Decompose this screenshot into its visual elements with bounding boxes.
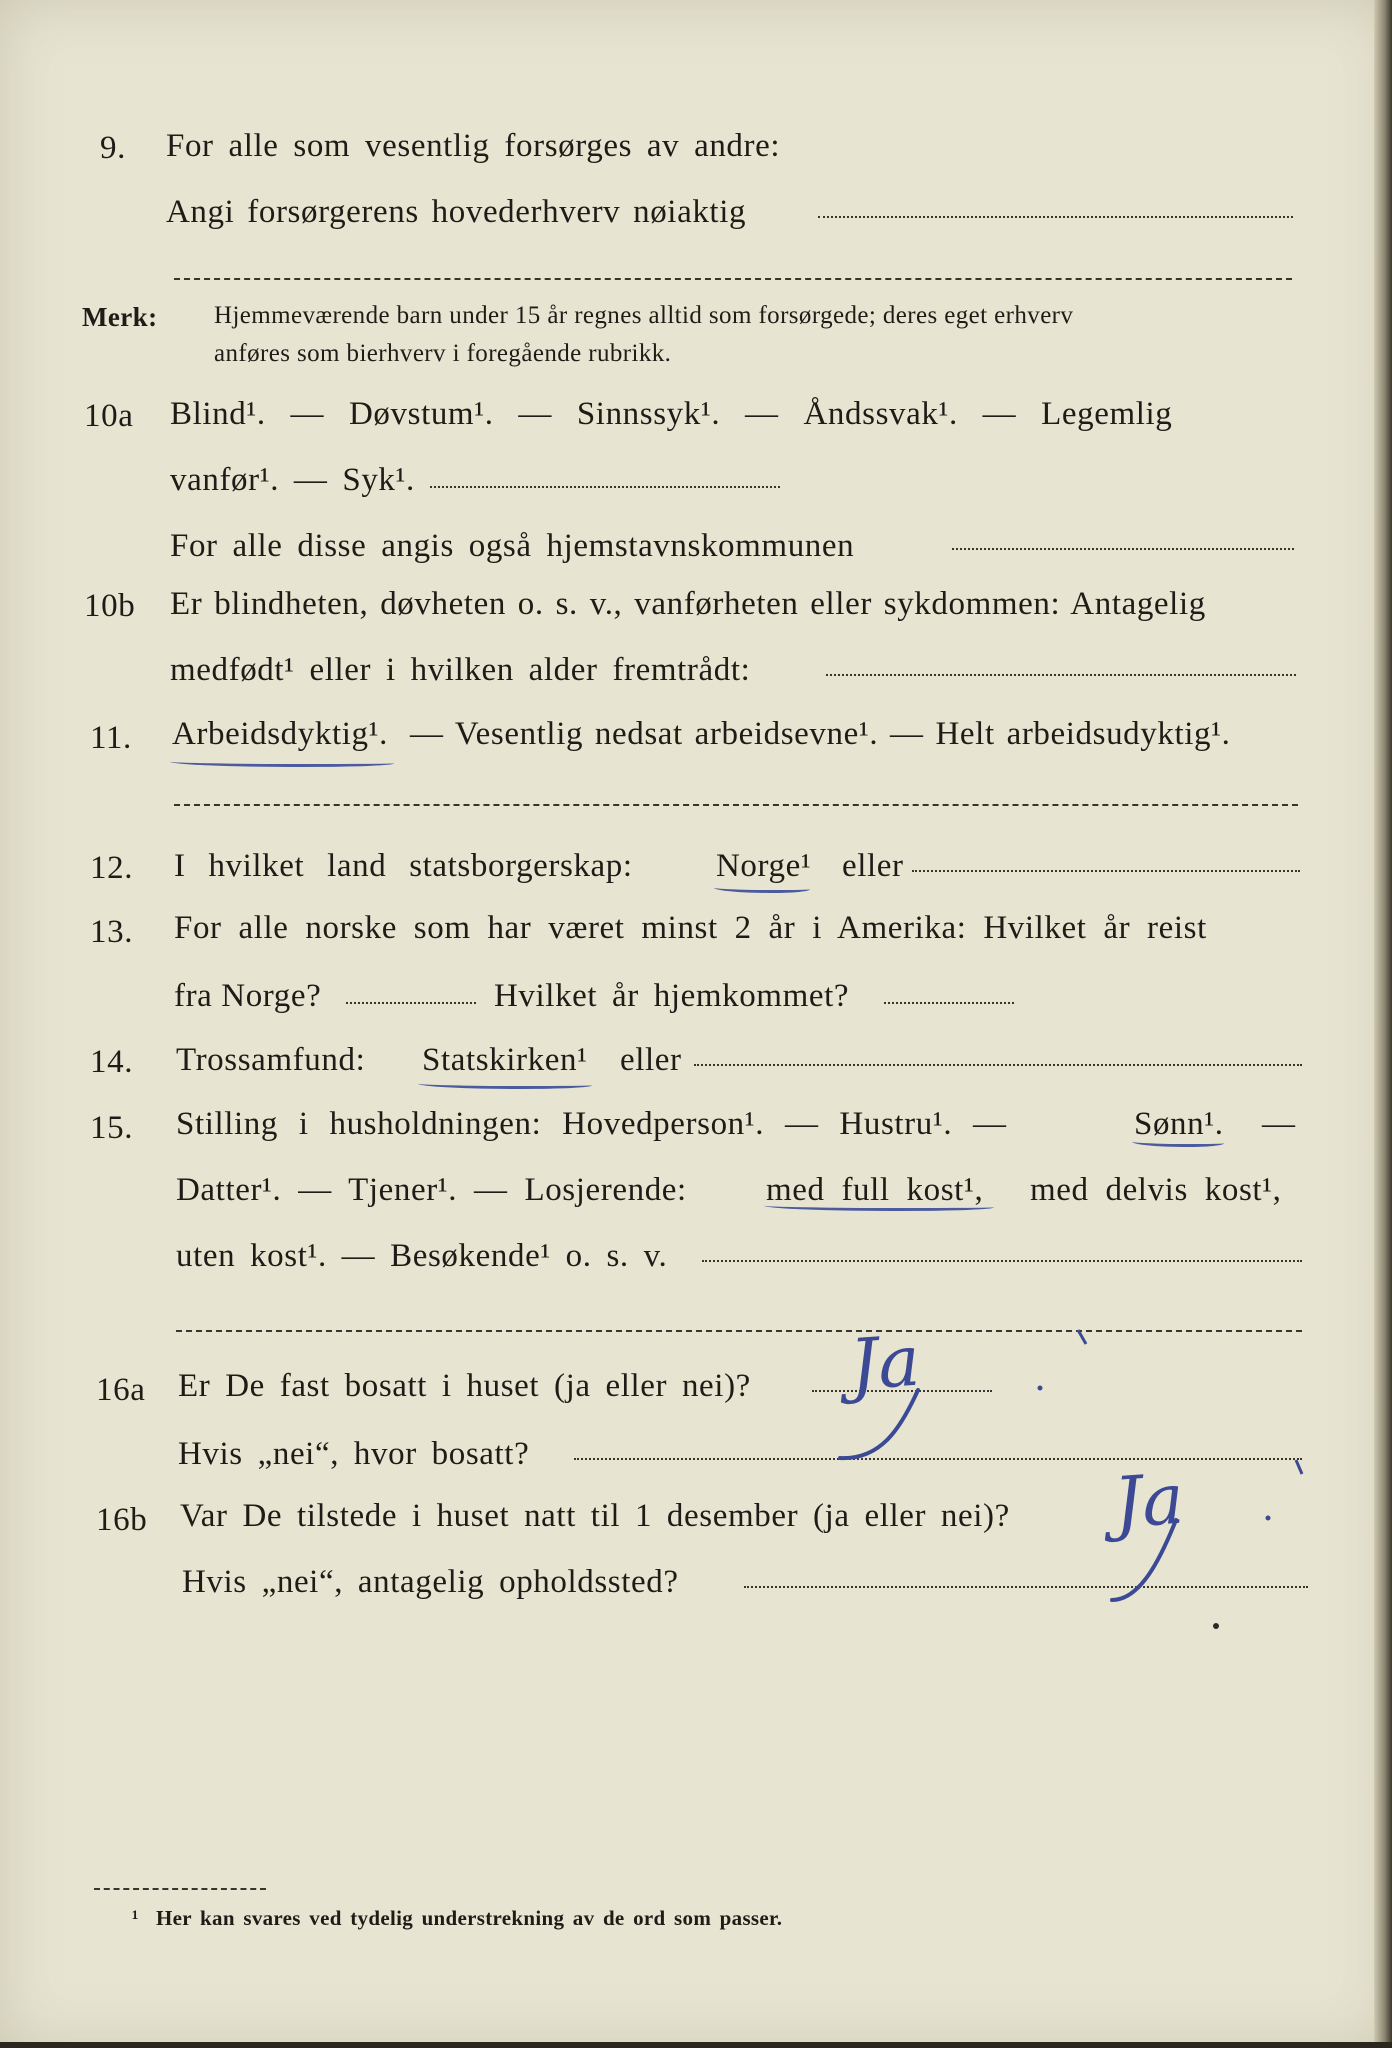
q16b-line2: Hvis „nei“, antagelig opholdssted? [182, 1564, 679, 1600]
q16a-line2: Hvis „nei“, hvor bosatt? [178, 1436, 530, 1472]
merk-label: Merk: [82, 302, 158, 332]
q13-line2a: fra Norge? [174, 978, 322, 1014]
merk-line1: Hjemmeværende barn under 15 år regnes alltid som forsørgede; deres eget erhverv [214, 302, 1074, 329]
q16b-handwritten-answer[interactable]: Ja [1111, 1457, 1187, 1545]
q9-line1: For alle som vesentlig forsørges av andre: [166, 128, 781, 164]
q16a-number: 16a [96, 1372, 146, 1408]
q16b-number: 16b [96, 1502, 148, 1538]
q15-line3: uten kost¹. — Besøkende¹ o. s. v. [176, 1238, 668, 1274]
q12-eller: eller [842, 848, 904, 884]
footnote-rule [94, 1888, 266, 1890]
q14-eller: eller [620, 1042, 682, 1078]
q13-line2b: Hvilket år hjemkommet? [494, 978, 850, 1014]
q11-rest: — Vesentlig nedsat arbeidsevne¹. — Helt arbeidsudyktig¹. [410, 716, 1231, 752]
q15-line1b: — [1262, 1106, 1296, 1142]
merk-line2: anføres som bierhverv i foregående rubrikk. [214, 340, 672, 367]
q13-number: 13. [90, 914, 134, 950]
q14-number: 14. [90, 1044, 134, 1080]
q10b-line2: medfødt¹ eller i hvilken alder fremtrådt: [170, 652, 751, 688]
q10a-line3: For alle disse angis også hjemstavnskommunen [170, 528, 855, 564]
q11-number: 11. [90, 720, 132, 756]
q16a-line1: Er De fast bosatt i huset (ja eller nei)? [178, 1368, 751, 1404]
q10b-number: 10b [84, 588, 136, 624]
q16a-handwritten-answer[interactable]: Ja [847, 1319, 923, 1407]
q15-line2b: med delvis kost¹, [1030, 1172, 1282, 1208]
q10a-line2: vanfør¹. — Syk¹. [170, 462, 415, 498]
q14-option-statskirken[interactable]: Statskirken¹ [422, 1042, 588, 1078]
q10b-line1: Er blindheten, døvheten o. s. v., vanførheten eller sykdommen: Antagelig [170, 586, 1206, 622]
q13-line1: For alle norske som har været minst 2 år i Amerika: Hvilket år reist [174, 910, 1207, 946]
footnote-mark: ¹ [132, 1906, 139, 1930]
q11-option-arbeidsdyktig[interactable]: Arbeidsdyktig¹. [172, 716, 388, 752]
q15-number: 15. [90, 1110, 134, 1146]
q15-option-sonn[interactable]: Sønn¹. [1134, 1106, 1224, 1142]
q15-option-full-kost[interactable]: med full kost¹, [766, 1172, 984, 1208]
q10a-number: 10a [84, 398, 134, 434]
q10a-line1: Blind¹. — Døvstum¹. — Sinnssyk¹. — Åndssvak¹. — Legemlig [170, 396, 1173, 432]
footnote-text: Her kan svares ved tydelig understrekning av de ord som passer. [156, 1906, 783, 1930]
q15-line2a: Datter¹. — Tjener¹. — Losjerende: [176, 1172, 687, 1208]
q12-option-norge[interactable]: Norge¹ [716, 848, 812, 884]
q12-number: 12. [90, 850, 134, 886]
q9-number: 9. [100, 130, 126, 166]
q14-text: Trossamfund: [176, 1042, 366, 1078]
q12-text: I hvilket land statsborgerskap: [174, 848, 633, 884]
q9-line2: Angi forsørgerens hovederhverv nøiaktig [166, 194, 747, 230]
q15-line1a: Stilling i husholdningen: Hovedperson¹. — Hustru¹. — [176, 1106, 1007, 1142]
q16b-line1: Var De tilstede i huset natt til 1 desember (ja eller nei)? [180, 1498, 1010, 1534]
